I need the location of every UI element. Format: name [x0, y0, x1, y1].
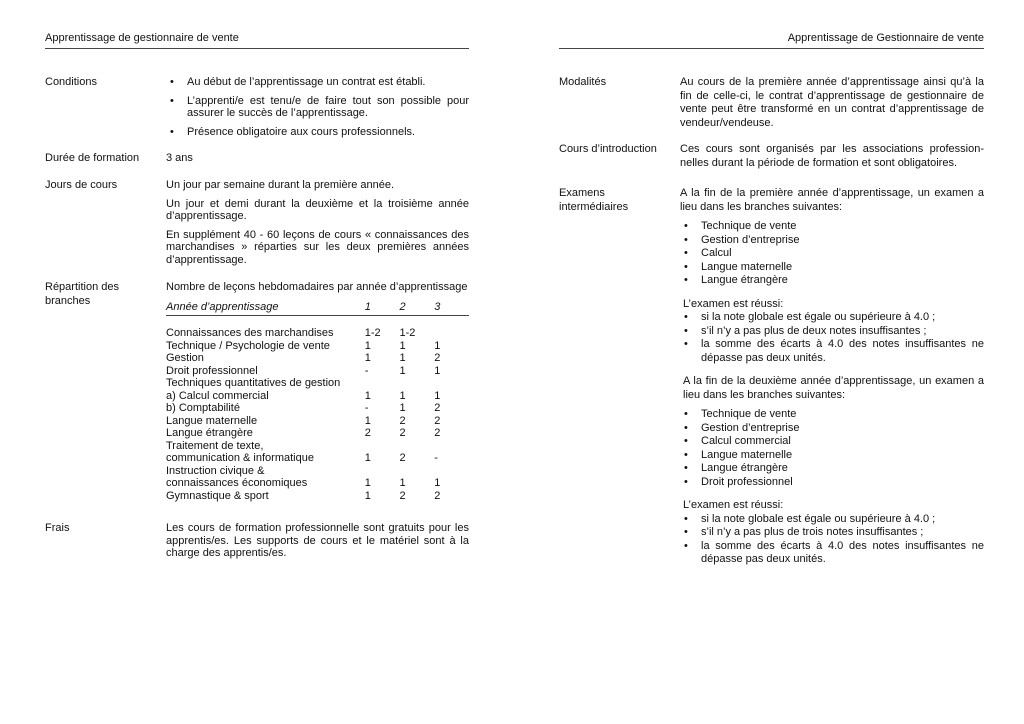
table-cell-lessons: 1	[399, 364, 406, 377]
table-row	[166, 465, 469, 478]
table-cell-branch: Gymnastique & sport	[166, 489, 269, 502]
table-row	[166, 427, 469, 440]
success-item: • la somme des écarts à 4.0 des notes insuffisantes ne dépasse pas deux unités.	[680, 540, 984, 567]
table-cell-lessons	[434, 377, 469, 390]
modalites-text: Au cours de la première année d’apprentissage ainsi qu’à la fin de celle-ci, le contrat d’apprentissage de gestionnaire de vente peut être transformé en un contrat d’apprentissage de vendeur/vendeuse.	[680, 76, 984, 129]
table-row	[166, 390, 469, 403]
branch-item: • Langue étrangère	[680, 274, 984, 288]
table-cell-lessons: 2	[434, 414, 441, 427]
table-cell-lessons	[400, 440, 435, 453]
table-cell-lessons: 1	[364, 414, 371, 427]
table-cell-lessons: 1-2	[399, 327, 416, 339]
table-row	[166, 490, 469, 503]
cours-intro-label: Cours d’introduction	[559, 143, 657, 155]
table-cell-lessons: 1	[364, 339, 371, 352]
table-cell-branch: Gestion	[166, 352, 204, 364]
branch-item: • Calcul commercial	[680, 435, 984, 449]
table-cell-lessons: 2	[434, 352, 441, 364]
table-cell-lessons	[365, 440, 400, 453]
success-item: • si la note globale est égale ou supérieure à 4.0 ;	[680, 311, 984, 325]
branch-item: • Langue étrangère	[680, 462, 984, 476]
examens-label: Examens intermédiaires	[559, 187, 629, 213]
table-cell-lessons	[434, 440, 469, 453]
table-cell-lessons	[365, 377, 400, 390]
table-cell-branch: Instruction civique &	[166, 464, 265, 477]
conditions-label: Conditions	[45, 76, 97, 88]
table-cell-lessons: 1-2	[364, 327, 381, 339]
examens-second-branches	[680, 408, 984, 489]
conditions-item: • Présence obligatoire aux cours professionnels.	[166, 126, 469, 139]
table-row	[166, 377, 469, 390]
table-cell-lessons: 2	[399, 427, 406, 439]
table-cell-lessons	[365, 465, 400, 478]
branch-item: • Gestion d’entreprise	[680, 422, 984, 436]
examens-first-success	[680, 311, 984, 365]
branch-item: • Langue maternelle	[680, 449, 984, 463]
jours-paragraph: En supplément 40 - 60 leçons de cours « connaissances des marchandises » réparties sur les deux premières années d’apprentissage.	[166, 228, 469, 266]
table-cell-lessons: 1	[399, 339, 406, 352]
branch-item: • Langue maternelle	[680, 261, 984, 275]
table-cell-lessons: 1	[399, 477, 406, 489]
repartition-body	[166, 281, 469, 502]
jours-paragraph: Un jour par semaine durant la première année.	[166, 179, 395, 191]
table-row	[166, 402, 469, 415]
table-cell-lessons: 1	[434, 364, 441, 377]
examens-first-success-title: L’examen est réussi:	[683, 297, 784, 310]
table-cell-branch: a) Calcul commercial	[166, 389, 269, 402]
table-cell-branch: b) Comptabilité	[166, 402, 240, 414]
table-cell-lessons: -	[364, 402, 369, 414]
examens-second-success	[680, 513, 984, 567]
table-cell-lessons: 1	[434, 339, 441, 352]
frais-text: Les cours de formation professionnelle sont gratuits pour les apprentis/es. Les supports de cours et le matériel sont à la charge des apprentis/es.	[166, 522, 469, 560]
table-row	[166, 440, 469, 453]
table-cell-lessons: 2	[399, 489, 406, 502]
table-cell-lessons: 1	[364, 452, 371, 464]
table-cell-lessons: 2	[434, 402, 441, 414]
jours-label: Jours de cours	[45, 179, 118, 191]
table-row	[166, 365, 469, 378]
duree-value: 3 ans	[166, 152, 193, 164]
table-cell-lessons: 2	[399, 452, 406, 464]
examens-second-intro: A la fin de la deuxième année d’apprentissage, un examen a lieu dans les branches suivantes:	[683, 375, 984, 401]
branch-item: • Calcul	[680, 247, 984, 261]
examens-second-success-title: L’examen est réussi:	[683, 499, 784, 511]
table-cell-lessons: 1	[434, 389, 441, 402]
table-cell-branch: Traitement de texte,	[166, 439, 264, 452]
conditions-list	[166, 76, 469, 144]
table-cell-lessons: 2	[434, 427, 441, 439]
table-row	[166, 477, 469, 490]
table-cell-lessons: 1	[399, 389, 406, 402]
table-cell-lessons	[400, 465, 435, 478]
frais-label: Frais	[45, 522, 70, 534]
success-item: • s’il n’y a pas plus de trois notes insuffisantes ;	[680, 526, 984, 540]
table-cell-lessons: 1	[364, 489, 371, 502]
table-cell-lessons: -	[364, 364, 369, 377]
table-cell-lessons: 2	[399, 414, 406, 427]
right-page-header: Apprentissage de Gestionnaire de vente	[559, 32, 984, 49]
table-cell-branch: Langue étrangère	[166, 427, 253, 439]
cours-intro-text: Ces cours sont organisés par les associations profession-nelles durant la période de formation et sont obligatoires.	[680, 143, 984, 169]
table-cell-lessons: 1	[399, 402, 406, 414]
table-header-cell: 3	[434, 301, 441, 313]
table-cell-branch: communication & informatique	[166, 452, 314, 464]
table-row	[166, 352, 469, 365]
table-row	[166, 327, 469, 340]
table-row	[166, 452, 469, 465]
repartition-label: Répartition des branches	[45, 281, 119, 307]
examens-body	[680, 187, 984, 567]
branch-item: • Technique de vente	[680, 408, 984, 422]
success-item: • la somme des écarts à 4.0 des notes insuffisantes ne dépasse pas deux unités.	[680, 338, 984, 365]
duree-label: Durée de formation	[45, 152, 140, 164]
table-cell-branch: Technique / Psychologie de vente	[166, 339, 330, 352]
table-cell-branch: Langue maternelle	[166, 414, 258, 427]
left-page-header: Apprentissage de gestionnaire de vente	[45, 32, 469, 49]
table-cell-lessons: 1	[364, 389, 371, 402]
jours-body	[166, 179, 469, 273]
table-row	[166, 415, 469, 428]
table-cell-lessons: 2	[434, 489, 441, 502]
examens-first-intro: A la fin de la première année d’apprentissage, un examen a lieu dans les branches suivantes:	[680, 187, 984, 213]
table-cell-branch: connaissances économiques	[166, 477, 308, 489]
conditions-item: • L’apprenti/e est tenu/e de faire tout son possible pour assurer le succès de l’apprentissage.	[166, 95, 469, 120]
table-cell-branch: Droit professionnel	[166, 364, 258, 377]
table-cell-lessons	[434, 465, 469, 478]
table-header-cell: 2	[399, 301, 406, 313]
table-header-cell: Année d’apprentissage	[166, 301, 279, 313]
table-row	[166, 340, 469, 353]
success-item: • si la note globale est égale ou supérieure à 4.0 ;	[680, 513, 984, 527]
branch-item: • Droit professionnel	[680, 476, 984, 490]
table-cell-lessons: 1	[434, 477, 441, 489]
branch-item: • Technique de vente	[680, 220, 984, 234]
table-header-cell: 1	[364, 301, 371, 313]
table-cell-lessons: 2	[364, 427, 371, 439]
table-cell-lessons: 1	[364, 477, 371, 489]
conditions-item: • Au début de l’apprentissage un contrat est établi.	[166, 76, 469, 89]
jours-paragraph: Un jour et demi durant la deuxième et la troisième année d’apprentissage.	[166, 197, 469, 223]
table-cell-branch: Connaissances des marchandises	[166, 327, 334, 339]
table-body	[166, 327, 469, 502]
table-cell-lessons: 1	[399, 352, 406, 364]
table-cell-lessons	[400, 377, 435, 390]
table-cell-lessons	[434, 327, 469, 340]
table-cell-branch: Techniques quantitatives de gestion	[166, 377, 341, 389]
branch-item: • Gestion d’entreprise	[680, 234, 984, 248]
modalites-label: Modalités	[559, 76, 607, 88]
table-cell-lessons: 1	[364, 352, 371, 364]
table-header	[166, 301, 469, 316]
repartition-intro: Nombre de leçons hebdomadaires par année d’apprentissage	[166, 281, 468, 293]
success-item: • s’il n’y a pas plus de deux notes insuffisantes ;	[680, 325, 984, 339]
examens-first-branches	[680, 220, 984, 288]
table-cell-lessons: -	[434, 452, 438, 464]
